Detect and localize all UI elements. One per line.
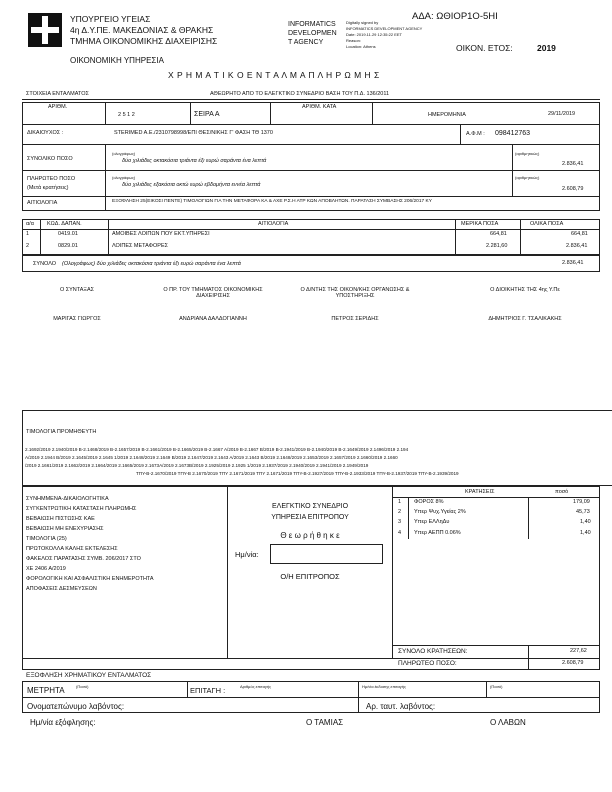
cash-label: ΜΕΤΡΗΤΑ [27, 686, 65, 695]
signature-info-5: Location: Athens [346, 44, 376, 49]
deductions-header: ΚΡΑΤΗΣΕΙΣ [465, 489, 495, 495]
signature-name-4: ΔΗΜΗΤΡΙΟΣ Γ. ΤΣΑΛΙΚΑΚΗΣ [488, 316, 562, 322]
attachment-item: ΧΕ 2406 Α/2019 [26, 566, 66, 572]
ministry-line-2: 4η Δ.Υ.ΠΕ. ΜΑΚΕΔΟΝΙΑΣ & ΘΡΑΚΗΣ [70, 25, 214, 35]
row-2-total: 2.836,41 [566, 243, 588, 249]
reason-label: ΑΙΤΙΟΛΟΓΙΑ [27, 200, 58, 206]
cheque-date-label: Ημ/νία έκδοσης επιταγής [362, 684, 406, 689]
order-date: 29/11/2019 [548, 111, 576, 117]
row-1-code: 0419.01 [58, 231, 78, 237]
total-label: ΣΥΝΟΛΙΚΟ ΠΟΣΟ [27, 156, 73, 162]
row-1-desc: ΑΜΟΙΒΕΣ ΛΟΙΠΩΝ ΠΟΥ ΕΚΤ.ΥΠΗΡΕΣΙ [112, 231, 210, 237]
payable-in-words-label: (ολογράφως) [112, 175, 136, 180]
signature-info-1: Digitally signed by [346, 20, 379, 25]
order-series: ΣΕΙΡΑ Α [194, 111, 220, 118]
cashier-label: Ο ΤΑΜΙΑΣ [306, 718, 344, 727]
attachment-item: ΦΑΚΕΛΟΣ ΠΑΡΑΤΑΣΗΣ ΣΥΜΒ. 206/2017 ΣΤΟ [26, 556, 141, 562]
payable-words: δύο χιλιάδες εξακόσια οκτώ ευρώ εβδομήντα εννέα λεπτά [122, 182, 261, 188]
deductions-total: 227,62 [570, 648, 587, 654]
col-header-partial: ΜΕΡΙΚΑ ΠΟΣΑ [461, 221, 499, 227]
total-in-words-label: (ολογράφως) [112, 151, 136, 156]
row-2-desc: ΛΟΙΠΕΣ ΜΕΤΑΦΟΡΕΣ [112, 243, 169, 249]
order-date-label: ΗΜΕΡΟΜΗΝΙΑ [428, 112, 466, 118]
row-1-partial: 664,81 [490, 231, 507, 237]
total-in-digits-label: (αριθμητικώς) [515, 151, 540, 156]
row-1-no: 1 [26, 231, 30, 237]
cheque-number-label: Αριθμός επιταγής [240, 684, 272, 689]
col-header-no: α/α [26, 221, 34, 227]
order-number-label: ΑΡΙΘΜ. [48, 104, 68, 110]
ministry-line-1: ΥΠΟΥΡΓΕΙΟ ΥΓΕΙΑΣ [70, 14, 151, 24]
deduction-amount: 1,40 [580, 530, 591, 536]
payable-sub-label: (Μετά κρατήσεις) [27, 185, 69, 191]
exempt-text: ΑΘΕΩΡΗΤΟ ΑΠΟ ΤΟ ΕΛΕΓΚΤΙΚΟ ΣΥΝΕΔΡΙΟ ΒΑΣΗ ΤΟΥ Π.Δ. 136/2011 [210, 91, 390, 97]
receiver-id-label: Αρ. ταυτ. λαβόντος: [366, 702, 436, 711]
deduction-no: 2 [398, 509, 402, 515]
row-1-total: 664,81 [571, 231, 588, 237]
total-amount: 2.836,41 [562, 161, 584, 167]
software-line-3: T AGENCY [288, 39, 324, 46]
settlement-title: ΕΞΟΦΛΗΣΗ ΧΡΗΜΑΤΙΚΟΥ ΕΝΤΑΛΜΑΤΟΣ [26, 672, 152, 679]
deduction-name: Υπερ Ψυχ.Υγείας 2% [414, 509, 466, 515]
afm: 098412763 [495, 130, 531, 137]
deduction-amount: 1,40 [580, 519, 591, 525]
receiver-name-label: Ονοματεπώνυμο λαβόντος: [27, 702, 125, 711]
final-payable-label: ΠΛΗΡΩΤΕΟ ΠΟΣΟ: [398, 660, 457, 667]
signature-info-3: Date: 2019.11.29 12:35:22 EET [346, 32, 402, 37]
payable-in-digits-label: (αριθμητικώς) [515, 175, 540, 180]
deduction-name: Υπερ ΕΛΛηΔυ [414, 519, 450, 525]
attachment-item: ΤΙΜΟΛΟΓΙΑ (25) [26, 536, 67, 542]
signature-role-2: Ο ΠΡ. ΤΟΥ ΤΜΗΜΑΤΟΣ ΟΙΚΟΝΟΜΙΚΗΣ ΔΙΑΧΕΙΡΙΣΗΣ [163, 287, 263, 299]
attachment-item: ΠΡΩΤΟΚΟΛΛΑ ΚΑΛΗΣ ΕΚΤΕΛΕΣΗΣ [26, 546, 118, 552]
service-name: ΟΙΚΟΝΟΜΙΚΗ ΥΠΗΡΕΣΙΑ [70, 56, 164, 65]
attachment-item: ΣΥΓΚΕΝΤΡΩΤΙΚΗ ΚΑΤΑΣΤΑΣΗ ΠΛΗΡΩΜΗΣ [26, 506, 137, 512]
order-number-kata-label: ΑΡΙΘΜ. ΚΑΤΑ [302, 104, 337, 110]
fiscal-year-label: ΟΙΚΟΝ. ΕΤΟΣ: [456, 43, 513, 53]
attachment-item: ΑΠΟΦΑΣΕΙΣ ΔΕΣΜΕΥΣΕΩΝ [26, 586, 97, 592]
invoices-line-1: 2.1692/2019 2.1940/2019 Β-2.1468/2019 Β-2.1657/2019 Β-2.1661/2019 Β-2.1665/2019 Β-2.1667 Α/2019 Β-2.1667 Β/2019 Β-2.1941/2019 Β-2.1940/2019 Β-2.1649/2019 2.1496/2019 2.194 [25, 447, 409, 452]
signature-name-3: ΠΕΤΡΟΣ ΣΕΡΙΔΗΣ [331, 316, 379, 322]
deduction-amount: 45,73 [576, 509, 590, 515]
attachment-item: ΣΥΝΗΜΜΕΝΑ-ΔΙΚΑΙΟΛΟΓΗΤΙΚΑ [26, 496, 109, 502]
signature-role-1: Ο ΣΥΝΤΑΞΑΣ [59, 287, 95, 293]
beneficiary: STERIMED A.E./2310798998/ΕΠΙ ΘΕΣ/ΝΙΚΗΣ Γ' ΦΑΣΗ ΤΘ 1370 [114, 130, 273, 136]
ministry-line-3: ΤΜΗΜΑ ΟΙΚΟΝΟΜΙΚΗΣ ΔΙΑΧΕΙΡΙΣΗΣ [70, 36, 218, 46]
audit-line-1: ΕΛΕΓΚΤΙΚΟ ΣΥΝΕΔΡΙΟ [271, 503, 349, 510]
page-title: Χ Ρ Η Μ Α Τ Ι Κ Ο Ε Ν Τ Α Λ Μ Α Π Λ Η Ρ Ω Μ Η Σ [168, 70, 380, 80]
attachment-item: ΦΟΡΟΛΟΓΙΚΗ ΚΑΙ ΑΣΦΑΛΙΣΤΙΚΗ ΕΝΗΜΕΡΟΤΗΤΑ [26, 576, 154, 582]
signature-name-1: ΜΑΡΙΓΑΣ ΓΙΩΡΓΟΣ [53, 316, 101, 322]
ada-code: ΑΔΑ: ΩΘΙΟΡ1Ο-5ΗΙ [412, 11, 498, 22]
cheque-amount-label: (Ποσό) [490, 684, 503, 689]
deductions-total-label: ΣΥΝΟΛΟ ΚΡΑΤΗΣΕΩΝ: [398, 648, 468, 655]
sum-words: (Ολογράφως) δύο χιλιάδες οκτακόσια τριάντα έξι ευρώ σαράντα ένα λεπτά [62, 261, 241, 267]
order-info-block [22, 102, 600, 211]
payable-label: ΠΛΗΡΩΤΕΟ ΠΟΣΟ [27, 176, 76, 182]
audit-commissioner: Ο/Η ΕΠΙΤΡΟΠΟΣ [280, 572, 340, 581]
payable-amount: 2.608,79 [562, 186, 584, 192]
signature-info-2: INFORMATICS DEVELOPMENT AGENCY [346, 26, 423, 31]
col-header-total: ΟΛΙΚΑ ΠΟΣΑ [530, 221, 564, 227]
deductions-header-amount: ποσό [555, 489, 569, 495]
software-line-1: INFORMATICS [288, 21, 336, 28]
total-words: δύο χιλιάδες οκτακόσια τριάντα έξι ευρώ σαράντα ένα λεπτά [122, 158, 267, 164]
emblem-cross-icon [28, 13, 62, 47]
signature-role-3: Ο Δ/ΝΤΗΣ ΤΗΣ ΟΙΚΟΝ/ΚΗΣ ΟΡΓΑΝΩΣΗΣ & ΥΠΟΣΤΗΡΙΞΗΣ [300, 287, 410, 299]
receiver-label: Ο ΛΑΒΩΝ [490, 718, 526, 727]
row-2-code: 0829.01 [58, 243, 78, 249]
deduction-no: 3 [398, 519, 402, 525]
cheque-label: ΕΠΙΤΑΓΗ : [190, 686, 226, 695]
audit-date-input[interactable] [270, 544, 383, 564]
invoices-line-2: Α/2019 2.1944 Β/2019 2.1645/2019 2.1645 1/2019 2.1648/2019 2.1649 Β/2019 2.1647/2019 2.1643 Α/2019 2.1643 Β/2019 2.1648/2019 2.1653/2019 2.1657/2019 2.1660/2019 2.1660 [25, 455, 398, 460]
sum-amount: 2.836,41 [562, 260, 584, 266]
deduction-name: ΦΟΡΟΣ 8% [414, 499, 444, 505]
signature-name-2: ΑΝΔΡΙΑΝΑ ΔΑΛΔΟΓΙΑΝΝΗ [179, 316, 247, 322]
attachment-item: ΒΕΒΑΙΩΣΗ ΜΗ ΕΝΕΧΥΡΙΑΣΗΣ [26, 526, 104, 532]
deduction-name: Υπερ ΑΕΠΠ 0.06% [414, 530, 461, 536]
paid-date-label: Ημ/νία εξόφλησης: [30, 718, 96, 727]
software-line-2: DEVELOPMEN [288, 30, 337, 37]
cash-amount-label: (Ποσό) [76, 684, 89, 689]
reason-text: ΕΞΟΦΛΗΣΗ 25(ΕΙΚΟΣΙ ΠΕΝΤΕ) ΤΙΜΟΛΟΓΙΩΝ ΓΙΑ ΤΗΝ ΜΕΤΑΦΟΡΑ ΚΑ & ΑΧΕ Ρ.Σ.Η ΑΤΡ ΚΩΝ ΑΠΟΒΛΗΤΩΝ. ΠΑΡΑΤΑΣΗ ΣΥΜΒΑΣΗΣ 206/2017 ΚΥ [112, 199, 432, 204]
audit-date-label: Ημ/νία: [235, 550, 259, 559]
invoices-title: ΤΙΜΟΛΟΓΙΑ ΠΡΟΜΗΘΕΥΤΗ [26, 429, 97, 435]
signature-role-4: Ο ΔΙΟΙΚΗΤΗΣ ΤΗΣ 4ης Υ.Πε [490, 287, 560, 293]
sum-label: ΣΥΝΟΛΟ [33, 261, 57, 267]
audit-line-2: ΥΠΗΡΕΣΙΑ ΕΠΙΤΡΟΠΟΥ [271, 514, 349, 521]
invoices-line-3: /2019 2.1661/2019 2.1662/2019 2.1664/2019 2.1665/2019 2.1673Α/2019 2.1673Β/2019 2.1925/2019 2.1925 1/2019 2.1937/2019 2.1940/2019 2.1941/2019 2.1949/2019 [25, 463, 369, 468]
col-header-code: ΚΩΔ. ΔΑΠΑΝ. [47, 221, 82, 227]
row-2-partial: 2.281,60 [486, 243, 508, 249]
attachment-item: ΒΕΒΑΙΩΣΗ ΠΙΣΤΩΣΗΣ ΚΑΕ [26, 516, 95, 522]
row-2-no: 2 [26, 243, 30, 249]
deduction-amount: 179,09 [573, 499, 590, 505]
afm-label: Α.Φ.Μ : [466, 131, 485, 137]
col-header-reason: ΑΙΤΙΟΛΟΓΙΑ [258, 221, 289, 227]
order-elements-label: ΣΤΟΙΧΕΙΑ ΕΝΤΑΛΜΑΤΟΣ [26, 91, 89, 97]
deduction-no: 1 [398, 499, 402, 505]
fiscal-year: 2019 [537, 43, 556, 53]
audit-certified: Θ ε ω ρ ή θ η κ ε [280, 531, 340, 540]
deduction-no: 4 [398, 530, 402, 536]
order-number: 2 5 1 2 [118, 112, 135, 118]
beneficiary-label: ΔΙΚΑΙΟΥΧΟΣ : [27, 130, 64, 136]
final-payable: 2.608,79 [562, 660, 584, 666]
signature-info-4: Reason: [346, 38, 361, 43]
invoices-line-4: ΤΠΥ-Β-2.1670/2019 ΤΠΥ-Β 2.1670/2019 ΤΠΥ 2.1671/2019 ΤΠΥ 2.1671/2019 ΤΠΥ-Β-2.1927/2019 ΤΠΥ-Β-2.1933/2019 ΤΠΥ-Β-2.1937/2019 ΤΠΥ-Β-2.1939/2019 [136, 471, 459, 476]
